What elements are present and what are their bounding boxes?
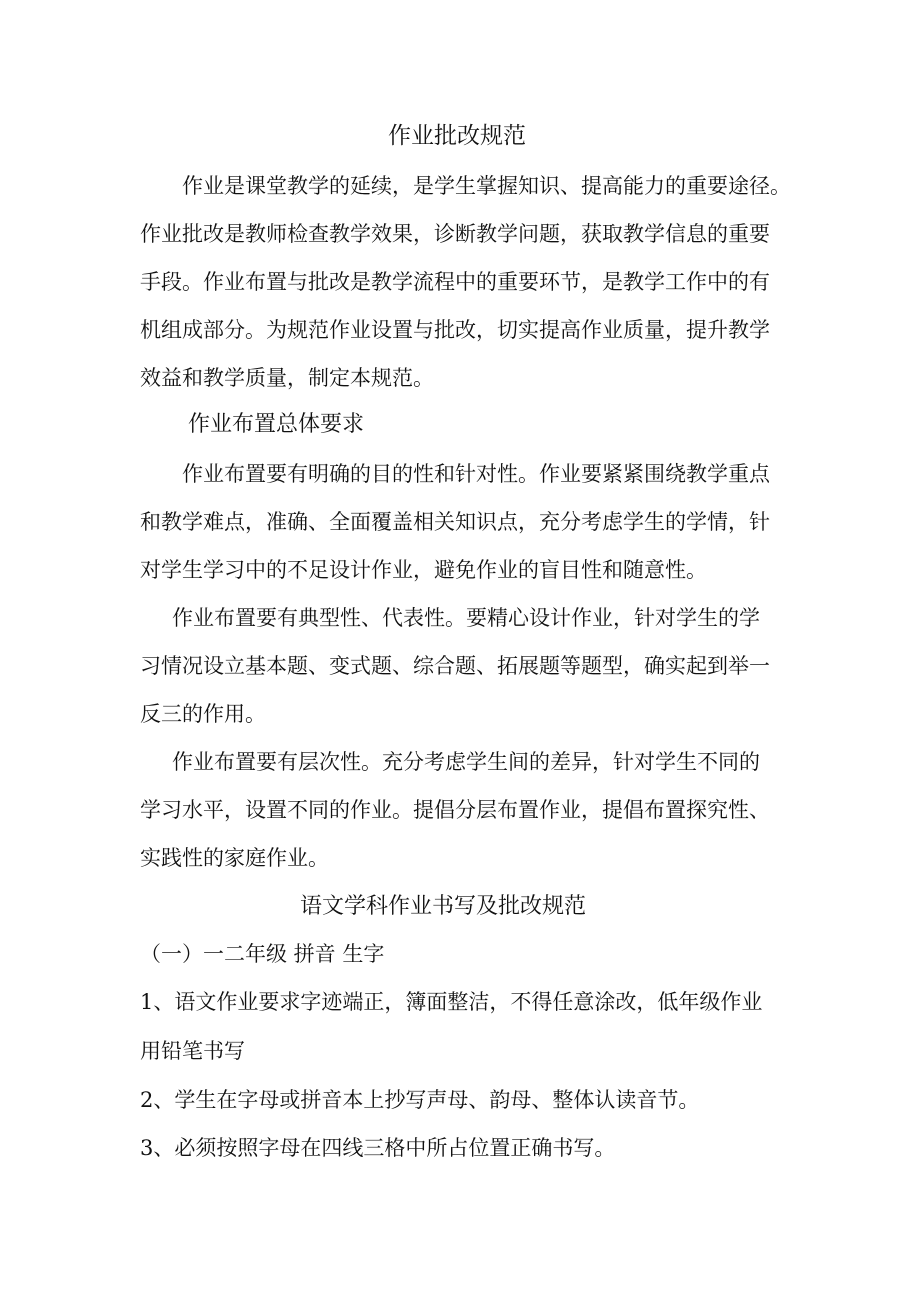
intro-line-1: 作业是课堂教学的延续，是学生掌握知识、提高能力的重要途径。: [182, 174, 791, 198]
document-title: 作业批改规范: [388, 123, 526, 149]
item-1-line-2: 用铅笔书写: [140, 1039, 245, 1063]
intro-line-3: 手段。作业布置与批改是教学流程中的重要环节，是教学工作中的有: [140, 270, 770, 294]
item-2: 2、学生在字母或拼音本上抄写声母、韵母、整体认读音节。: [140, 1088, 700, 1112]
requirements-para1-line-2: 和教学难点，准确、全面覆盖相关知识点，充分考虑学生的学情，针: [140, 510, 770, 534]
requirements-para3-line-1: 作业布置要有层次性。充分考虑学生间的差异，针对学生不同的: [172, 750, 760, 774]
section-heading-requirements: 作业布置总体要求: [188, 412, 365, 437]
requirements-para1-line-1: 作业布置要有明确的目的性和针对性。作业要紧紧围绕教学重点: [182, 462, 770, 486]
intro-line-4: 机组成部分。为规范作业设置与批改，切实提高作业质量，提升教学: [140, 318, 770, 342]
requirements-para2-line-2: 习情况设立基本题、变式题、综合题、拓展题等题型，确实起到举一: [140, 654, 770, 678]
requirements-para3-line-3: 实践性的家庭作业。: [140, 846, 329, 870]
requirements-para2-line-1: 作业布置要有典型性、代表性。要精心设计作业，针对学生的学: [172, 606, 760, 630]
section-heading-chinese: 语文学科作业书写及批改规范: [300, 894, 587, 919]
subsection-label: （一）一二年级 拼音 生字: [140, 942, 385, 966]
item-3: 3、必须按照字母在四线三格中所占位置正确书写。: [140, 1136, 616, 1160]
requirements-para2-line-3: 反三的作用。: [140, 702, 266, 726]
intro-line-2: 作业批改是教师检查教学效果，诊断教学问题，获取教学信息的重要: [140, 222, 770, 246]
requirements-para1-line-3: 对学生学习中的不足设计作业，避免作业的盲目性和随意性。: [140, 558, 707, 582]
intro-line-5: 效益和教学质量，制定本规范。: [140, 366, 434, 390]
item-1-line-1: 1、语文作业要求字迹端正，簿面整洁，不得任意涂改，低年级作业: [140, 990, 763, 1014]
requirements-para3-line-2: 学习水平，设置不同的作业。提倡分层布置作业，提倡布置探究性、: [140, 798, 770, 822]
